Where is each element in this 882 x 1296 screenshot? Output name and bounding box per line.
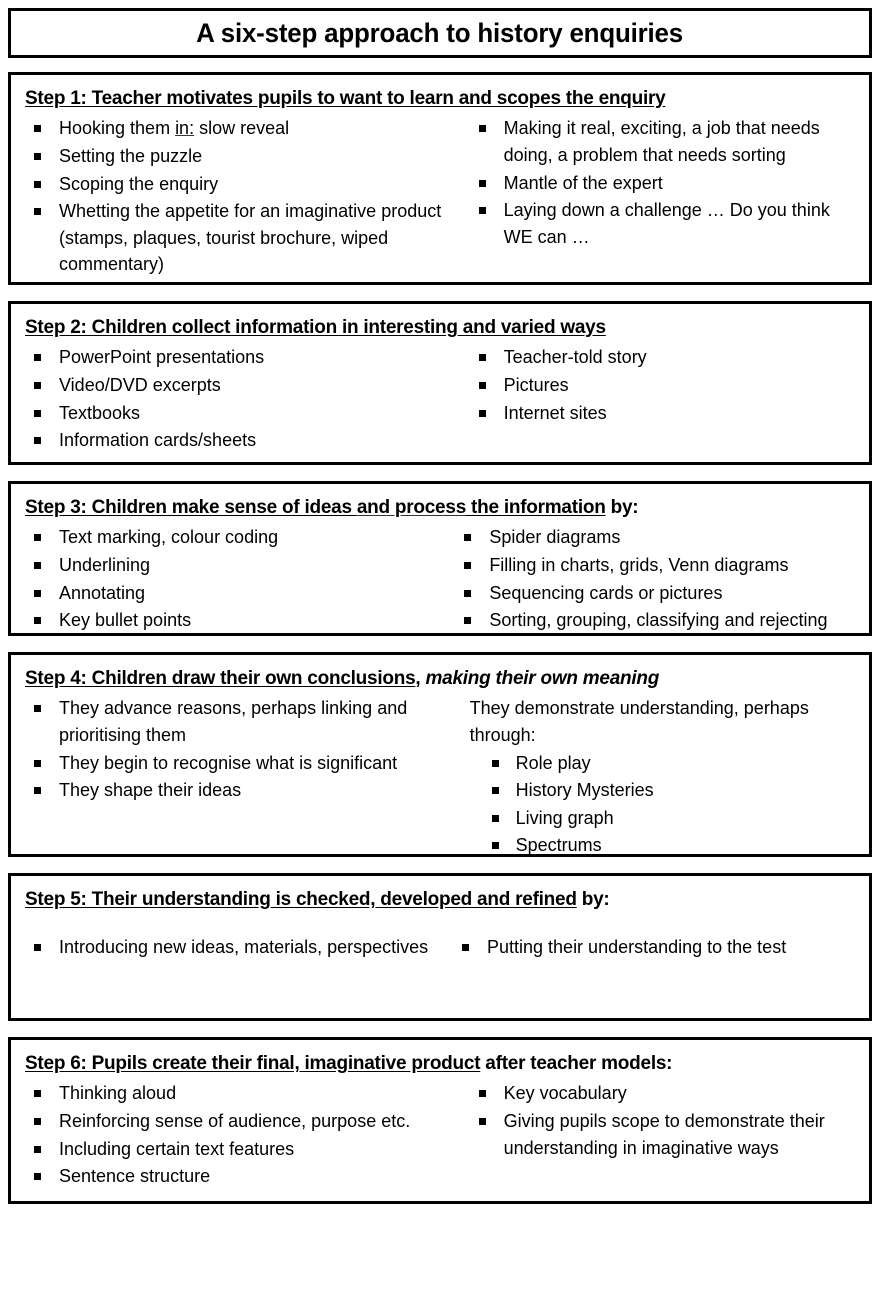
step-3-heading-trailing: by: bbox=[605, 497, 639, 518]
list-item bbox=[455, 580, 857, 607]
step-6-box bbox=[8, 1037, 872, 1204]
list-item-text: Annotating bbox=[59, 582, 146, 603]
list-item-text: Hooking them in: slow reveal bbox=[59, 118, 290, 139]
list-item bbox=[25, 607, 441, 634]
step-1-box bbox=[8, 72, 872, 285]
list-item bbox=[25, 1136, 450, 1163]
step-5-heading-text: Step 5: Their understanding is checked, developed and refined bbox=[25, 889, 577, 910]
step-1-right-list bbox=[470, 115, 857, 250]
step-6-left-column bbox=[25, 1080, 458, 1191]
step-3-right-list bbox=[455, 524, 857, 634]
step-3-right-column bbox=[449, 524, 857, 635]
list-item-text: Laying down a challenge … Do you think WE can … bbox=[503, 200, 830, 247]
step-4-heading-text: Step 4: Children draw their own conclusions bbox=[25, 668, 416, 689]
list-item-text: Setting the puzzle bbox=[59, 145, 203, 166]
step-5-spacer bbox=[25, 916, 857, 934]
list-item bbox=[470, 344, 857, 371]
list-item-text: Scoping the enquiry bbox=[59, 173, 219, 194]
list-item bbox=[470, 832, 857, 859]
list-item-text: Sequencing cards or pictures bbox=[489, 582, 723, 603]
list-item bbox=[25, 427, 450, 454]
list-item bbox=[25, 695, 450, 748]
step-3-heading-hyperlink[interactable]: and process bbox=[356, 497, 467, 518]
list-item-text: Filling in charts, grids, Venn diagrams bbox=[489, 554, 789, 575]
step-4-right-lead-list bbox=[470, 695, 857, 748]
step-4-left-list bbox=[25, 695, 450, 804]
step-5-right-column bbox=[441, 934, 857, 962]
list-item-text: Whetting the appetite for an imaginative product (stamps, plaques, tourist brochure, wiped commentary) bbox=[59, 201, 442, 275]
step-1-columns bbox=[25, 115, 857, 279]
list-item-text: Key vocabulary bbox=[503, 1083, 627, 1104]
list-item bbox=[470, 1108, 857, 1161]
step-4-right-column bbox=[458, 695, 857, 860]
list-item bbox=[455, 524, 857, 551]
list-item-text: Sorting, grouping, classifying and rejecting bbox=[489, 610, 828, 631]
list-item bbox=[25, 198, 450, 278]
list-item bbox=[25, 750, 450, 777]
step-1-left-list bbox=[25, 115, 450, 278]
list-item-text: Spider diagrams bbox=[489, 527, 621, 548]
step-3-columns bbox=[25, 524, 857, 635]
step-1-left-column bbox=[25, 115, 458, 279]
step-1-right-column bbox=[458, 115, 857, 279]
list-item bbox=[470, 170, 857, 197]
list-item bbox=[470, 777, 857, 804]
step-4-columns bbox=[25, 695, 857, 860]
step-4-heading-comma: , bbox=[415, 668, 421, 689]
list-item bbox=[25, 372, 450, 399]
list-item-text: Living graph bbox=[515, 807, 614, 828]
list-item bbox=[25, 524, 441, 551]
list-item bbox=[470, 372, 857, 399]
list-item-text: Including certain text features bbox=[59, 1138, 295, 1159]
list-item bbox=[25, 1163, 450, 1190]
list-item-text: They advance reasons, perhaps linking and prioritising them bbox=[59, 698, 408, 745]
list-item bbox=[470, 400, 857, 427]
step-4-right-list bbox=[470, 750, 857, 860]
step-6-heading-text: Step 6: Pupils create their final, imaginative product bbox=[25, 1053, 481, 1074]
list-item-text: Information cards/sheets bbox=[59, 430, 257, 451]
list-item-text: Textbooks bbox=[59, 402, 141, 423]
step-5-left-list bbox=[25, 934, 433, 961]
step-5-box bbox=[8, 873, 872, 1021]
step-4-heading bbox=[25, 667, 857, 691]
list-item-text: History Mysteries bbox=[515, 780, 654, 801]
list-item-text: Teacher-told story bbox=[503, 347, 647, 368]
list-item-text: Key bullet points bbox=[59, 610, 192, 631]
step-2-columns bbox=[25, 344, 857, 455]
step-2-right-column bbox=[458, 344, 857, 455]
step-4-left-column bbox=[25, 695, 458, 860]
list-item bbox=[25, 115, 450, 142]
step-5-columns bbox=[25, 934, 857, 962]
list-item-text: PowerPoint presentations bbox=[59, 347, 265, 368]
document-title-box bbox=[8, 8, 872, 58]
step-2-box bbox=[8, 301, 872, 465]
step-2-right-list bbox=[470, 344, 857, 426]
list-item bbox=[470, 197, 857, 250]
step-4-box bbox=[8, 652, 872, 857]
list-item-text: They shape their ideas bbox=[59, 780, 242, 801]
list-item-text: Spectrums bbox=[515, 835, 602, 856]
list-item bbox=[25, 777, 450, 804]
list-item bbox=[470, 750, 857, 777]
step-3-heading bbox=[25, 496, 857, 520]
step-4-right-lead-text bbox=[470, 695, 857, 748]
step-3-left-list bbox=[25, 524, 441, 634]
list-item-text: Giving pupils scope to demonstrate their understanding in imaginative ways bbox=[503, 1110, 825, 1158]
list-item bbox=[25, 580, 441, 607]
list-item bbox=[25, 344, 450, 371]
step-1-heading bbox=[25, 87, 857, 111]
list-item bbox=[25, 400, 450, 427]
list-item-text: They begin to recognise what is significant bbox=[59, 752, 398, 773]
step-6-heading bbox=[25, 1052, 857, 1076]
step-5-left-column bbox=[25, 934, 441, 962]
list-item-text: Video/DVD excerpts bbox=[59, 374, 221, 395]
list-item bbox=[470, 805, 857, 832]
step-1-heading-text: Step 1: Teacher motivates pupils to want to learn and scopes the enquiry bbox=[25, 88, 666, 109]
list-item-text: Internet sites bbox=[503, 402, 607, 423]
list-item bbox=[455, 552, 857, 579]
step-2-heading bbox=[25, 316, 857, 340]
page-title: A six-step approach to history enquiries bbox=[196, 17, 684, 48]
list-item-text: They demonstrate understanding, perhaps through: bbox=[469, 698, 809, 745]
list-item-text: Mantle of the expert bbox=[503, 172, 663, 193]
step-3-box bbox=[8, 481, 872, 636]
step-6-heading-trailing: after teacher models: bbox=[480, 1053, 673, 1074]
list-item bbox=[453, 934, 857, 961]
list-item-text: Putting their understanding to the test bbox=[487, 937, 787, 958]
step-5-heading bbox=[25, 888, 857, 912]
step-5-heading-trailing: by: bbox=[576, 889, 610, 910]
inline-hyperlink[interactable]: in: bbox=[175, 118, 195, 139]
list-item-text: Pictures bbox=[503, 374, 569, 395]
list-item-text: Reinforcing sense of audience, purpose etc. bbox=[59, 1110, 411, 1131]
step-4-heading-italic: making their own meaning bbox=[420, 668, 660, 689]
step-6-right-list bbox=[470, 1080, 857, 1161]
step-2-left-column bbox=[25, 344, 458, 455]
list-item bbox=[25, 934, 433, 961]
step-5-right-list bbox=[453, 934, 857, 961]
step-3-heading-part-a: Step 3: Children make sense of ideas bbox=[25, 497, 357, 518]
list-item bbox=[25, 1080, 450, 1107]
step-2-heading-text: Step 2: Children collect information in interesting and varied ways bbox=[25, 317, 606, 338]
list-item bbox=[25, 552, 441, 579]
step-3-left-column bbox=[25, 524, 449, 635]
list-item-text: Introducing new ideas, materials, perspectives bbox=[59, 937, 429, 958]
list-item-text: Thinking aloud bbox=[59, 1083, 177, 1104]
list-item bbox=[25, 171, 450, 198]
list-item bbox=[470, 1080, 857, 1107]
list-item bbox=[455, 607, 857, 634]
step-6-right-column bbox=[458, 1080, 857, 1191]
step-6-left-list bbox=[25, 1080, 450, 1190]
step-6-columns bbox=[25, 1080, 857, 1191]
list-item-text: Sentence structure bbox=[59, 1166, 211, 1187]
list-item-text: Role play bbox=[515, 752, 591, 773]
list-item-text: Text marking, colour coding bbox=[59, 527, 279, 548]
list-item bbox=[25, 143, 450, 170]
list-item-text: Making it real, exciting, a job that needs doing, a problem that needs sorting bbox=[503, 118, 820, 165]
list-item-text: Underlining bbox=[59, 554, 151, 575]
step-2-left-list bbox=[25, 344, 450, 454]
list-item bbox=[470, 115, 857, 168]
list-item bbox=[25, 1108, 450, 1135]
step-3-heading-part-b: the information bbox=[466, 497, 606, 518]
